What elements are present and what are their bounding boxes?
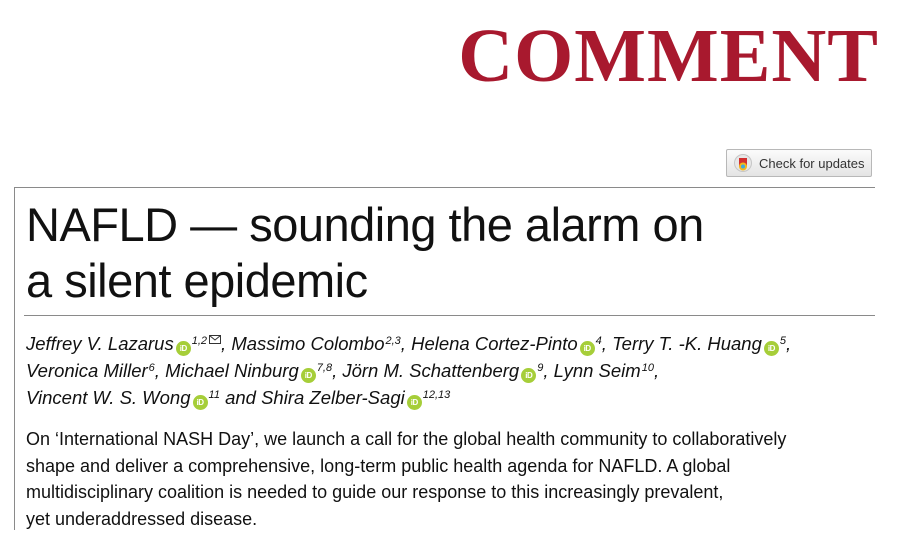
- author: [261, 387, 450, 408]
- author-separator: ,: [653, 360, 660, 381]
- author-separator: ,: [221, 333, 232, 354]
- author-name: Shira Zelber-Sagi: [261, 387, 405, 408]
- author-separator: ,: [332, 360, 343, 381]
- author-separator: ,: [543, 360, 554, 381]
- top-rule: [14, 187, 875, 188]
- orcid-icon[interactable]: iD: [521, 368, 536, 383]
- author: [411, 333, 602, 354]
- affiliation-number: 7,8: [316, 362, 333, 374]
- affiliation-number: 1,2: [191, 335, 208, 347]
- author-name: Jeffrey V. Lazarus: [26, 333, 174, 354]
- affiliation-number: 2,3: [385, 335, 401, 347]
- author: [342, 360, 543, 381]
- standfirst-line: shape and deliver a comprehensive, long-term public health agenda for NAFLD. A global: [26, 455, 731, 476]
- author: [231, 333, 400, 354]
- author-name: Veronica Miller: [26, 360, 148, 381]
- author-separator: ,: [154, 360, 166, 381]
- author-name: Lynn Seim: [553, 360, 641, 381]
- crossmark-icon: [734, 154, 752, 172]
- left-rule: [14, 187, 15, 530]
- affiliation-number: 6: [148, 362, 155, 374]
- author-separator: ,: [785, 333, 792, 354]
- author-separator: ,: [601, 333, 613, 354]
- section-label: COMMENT: [458, 14, 879, 98]
- affiliation-number: 11: [208, 389, 220, 401]
- author: [165, 360, 332, 381]
- orcid-icon[interactable]: iD: [407, 395, 422, 410]
- orcid-icon[interactable]: iD: [580, 341, 595, 356]
- author-separator: and: [219, 387, 262, 408]
- title-line-2: a silent epidemic: [26, 254, 368, 307]
- author-name: Jörn M. Schattenberg: [342, 360, 520, 381]
- author: [26, 387, 220, 408]
- author-name: Vincent W. S. Wong: [26, 387, 191, 408]
- author-name: Helena Cortez-Pinto: [411, 333, 578, 354]
- affiliation-number: 5: [779, 335, 786, 347]
- email-icon[interactable]: [209, 335, 221, 344]
- affiliation-number: 4: [595, 335, 602, 347]
- orcid-icon[interactable]: iD: [301, 368, 316, 383]
- check-for-updates-button[interactable]: [726, 149, 872, 177]
- author: [554, 360, 654, 381]
- affiliation-number: 12,13: [422, 389, 451, 401]
- author-separator: ,: [400, 333, 412, 354]
- orcid-icon[interactable]: iD: [176, 341, 191, 356]
- author-name: Massimo Colombo: [231, 333, 385, 354]
- title-line-1: NAFLD — sounding the alarm on: [26, 198, 704, 251]
- standfirst: [26, 426, 886, 532]
- author-name: Terry T. -K. Huang: [612, 333, 762, 354]
- affiliation-number: 9: [537, 362, 544, 374]
- standfirst-line: yet underaddressed disease.: [26, 508, 258, 529]
- orcid-icon[interactable]: iD: [764, 341, 779, 356]
- affiliation-number: 10: [641, 362, 654, 374]
- author: [26, 360, 155, 381]
- title-rule: [24, 315, 875, 316]
- author-name: Michael Ninburg: [165, 360, 299, 381]
- check-for-updates-label: Check for updates: [759, 155, 865, 171]
- standfirst-line: multidisciplinary coalition is needed to guide our response to this increasingly prevalent,: [26, 482, 724, 502]
- author: [26, 333, 221, 354]
- orcid-icon[interactable]: iD: [193, 395, 208, 410]
- author-list: [26, 330, 896, 411]
- standfirst-line: On ‘International NASH Day’, we launch a call for the global health community to collaboratively: [26, 429, 787, 449]
- author: [612, 333, 786, 354]
- article-title: [26, 197, 886, 309]
